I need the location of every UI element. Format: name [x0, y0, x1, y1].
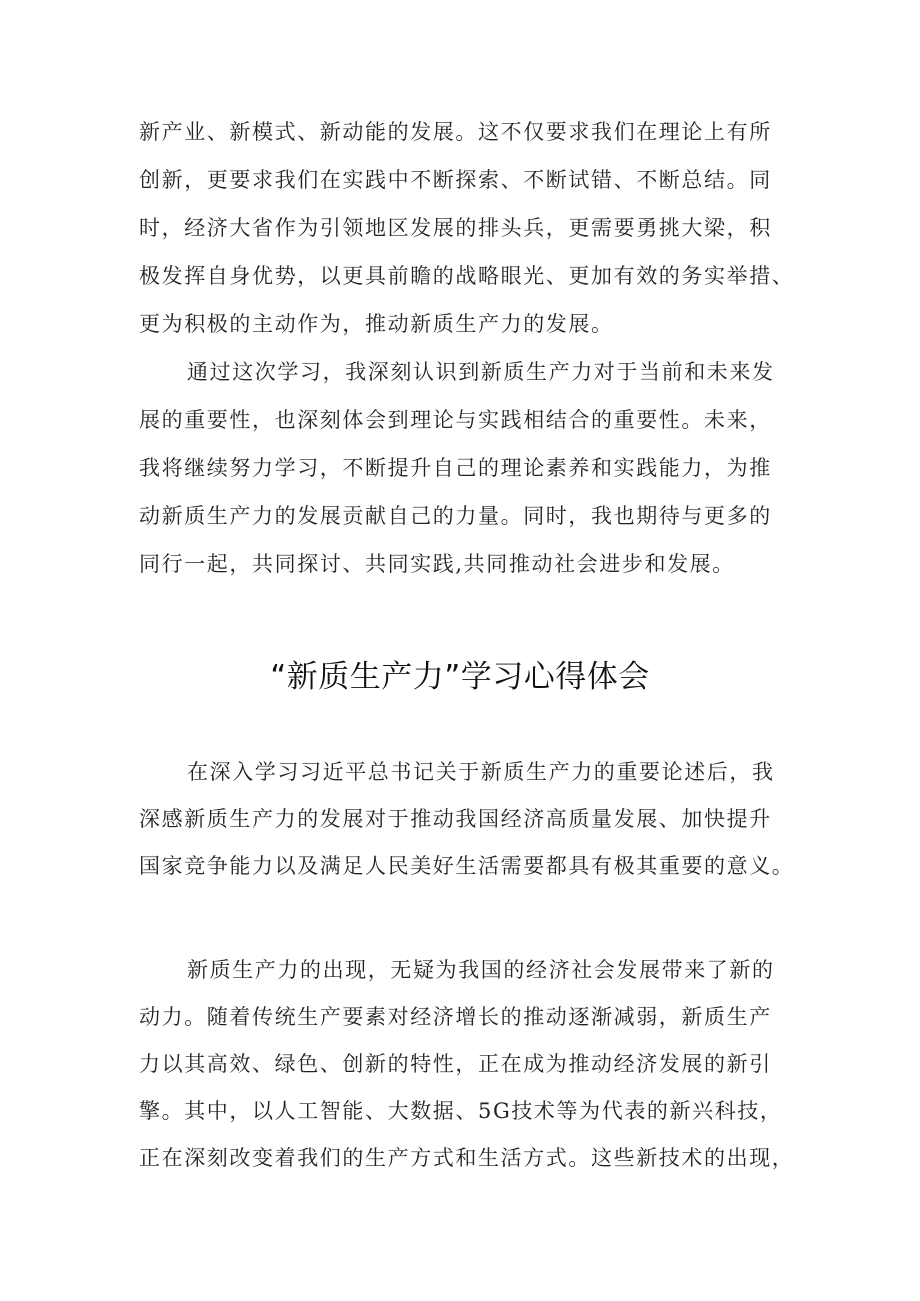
paragraph-line: 擎。其中，以人工智能、大数据、5G技术等为代表的新兴科技，: [139, 1099, 783, 1123]
paragraph-line: 极发挥自身优势，以更具前瞻的战略眼光、更加有效的务实举措、: [139, 264, 795, 288]
paragraph-line: 时，经济大省作为引领地区发展的排头兵，更需要勇挑大梁，积: [139, 216, 772, 240]
paragraph-line: 深感新质生产力的发展对于推动我国经济高质量发展、加快提升: [139, 807, 772, 831]
paragraph-line: 展的重要性，也深刻体会到理论与实践相结合的重要性。未来，: [139, 408, 772, 432]
paragraph-line: 国家竞争能力以及满足人民美好生活需要都具有极其重要的意义。: [139, 854, 795, 878]
paragraph-line: 创新，更要求我们在实践中不断探索、不断试错、不断总结。同: [139, 168, 772, 192]
paragraph-line: 通过这次学习，我深刻认识到新质生产力对于当前和未来发: [187, 360, 775, 384]
paragraph-line: 动力。随着传统生产要素对经济增长的推动逐渐减弱，新质生产: [139, 1005, 772, 1029]
paragraph-line: 更为积极的主动作为，推动新质生产力的发展。: [139, 312, 614, 336]
paragraph-line: 正在深刻改变着我们的生产方式和生活方式。这些新技术的出现，: [139, 1146, 795, 1170]
paragraph-line: 我将继续努力学习，不断提升自己的理论素养和实践能力，为推: [139, 456, 772, 480]
paragraph-line: 同行一起，共同探讨、共同实践,共同推动社会进步和发展。: [139, 552, 735, 576]
paragraph-line: 新产业、新模式、新动能的发展。这不仅要求我们在理论上有所: [139, 120, 772, 144]
paragraph-line: 新质生产力的出现，无疑为我国的经济社会发展带来了新的: [187, 958, 775, 982]
paragraph-line: 动新质生产力的发展贡献自己的力量。同时，我也期待与更多的: [139, 504, 772, 528]
document-title: “新质生产力”学习心得体会: [270, 659, 650, 695]
paragraph-line: 在深入学习习近平总书记关于新质生产力的重要论述后，我: [187, 760, 775, 784]
paragraph-line: 力以其高效、绿色、创新的特性，正在成为推动经济发展的新引: [139, 1052, 772, 1076]
